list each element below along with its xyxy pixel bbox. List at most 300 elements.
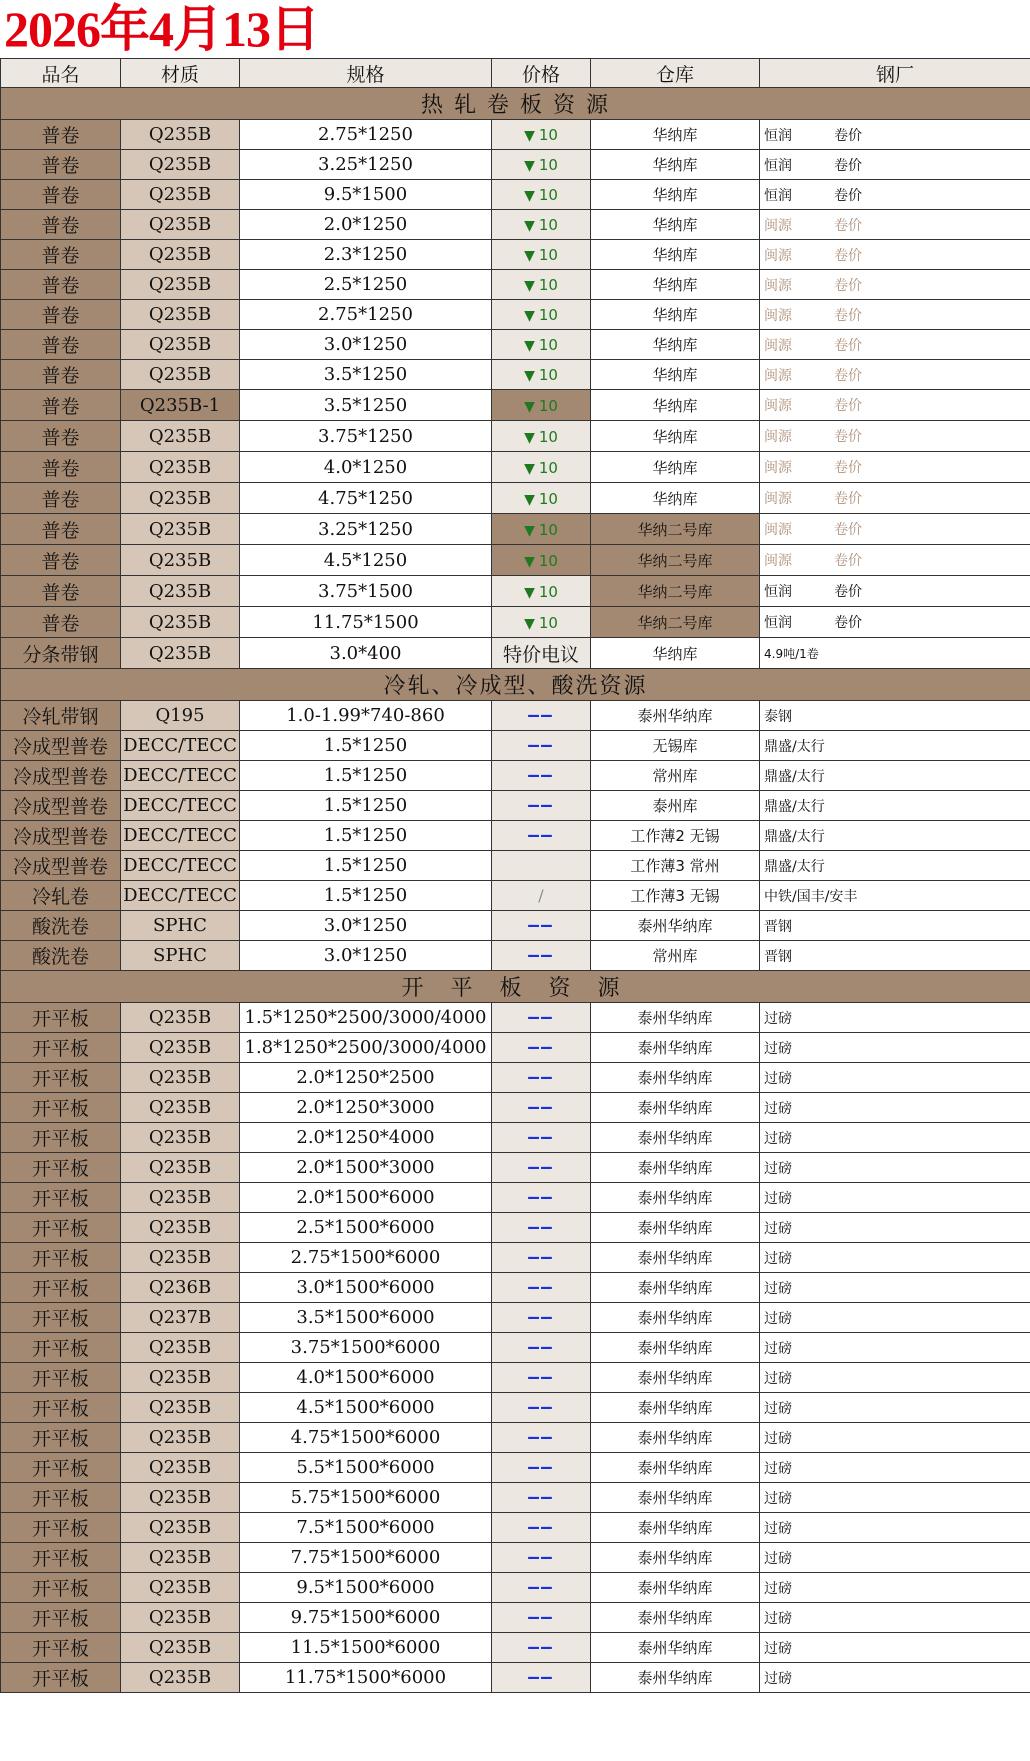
mill-cell — [760, 1243, 1030, 1273]
mill-name: 闽源 — [764, 491, 792, 507]
product-name-cell: 开平板 — [1, 1363, 121, 1393]
mill-cell — [760, 240, 1030, 270]
mill-cell — [760, 1183, 1030, 1213]
product-name-cell: 冷成型普卷 — [1, 731, 121, 761]
price-cell — [492, 330, 591, 360]
header-mill: 钢厂 — [760, 59, 1030, 88]
warehouse-cell: 华纳库 — [591, 638, 760, 669]
price-cell — [492, 180, 591, 210]
down-triangle-icon: ▼ — [524, 429, 535, 446]
table-row — [1, 881, 1030, 911]
product-name-cell: 普卷 — [1, 360, 121, 390]
spec-cell: 2.75*1250 — [240, 300, 492, 330]
spec-cell: 9.75*1500*6000 — [240, 1603, 492, 1633]
product-name-cell: 开平板 — [1, 1093, 121, 1123]
spec-cell: 3.75*1500*6000 — [240, 1333, 492, 1363]
price-value: —— — [528, 1127, 554, 1148]
warehouse-cell: 泰州华纳库 — [591, 1183, 760, 1213]
price-cell — [492, 1633, 591, 1663]
warehouse-cell: 泰州华纳库 — [591, 1243, 760, 1273]
price-cell — [492, 638, 591, 669]
price-cell — [492, 1123, 591, 1153]
mill-name: 闽源 — [764, 367, 792, 384]
pricing-basis: 卷价 — [834, 522, 862, 538]
mill-name: 闽源 — [764, 277, 792, 294]
spec-cell: 9.5*1500*6000 — [240, 1573, 492, 1603]
material-cell: Q235B — [121, 514, 240, 545]
price-value: —— — [528, 1577, 554, 1598]
mill-cell — [760, 731, 1030, 761]
price-change-value: 10 — [538, 613, 558, 632]
product-name-cell: 冷成型普卷 — [1, 851, 121, 881]
mill-cell — [760, 607, 1030, 638]
pricing-basis: 卷价 — [834, 584, 862, 600]
spec-cell: 2.0*1250*4000 — [240, 1123, 492, 1153]
price-cell — [492, 1273, 591, 1303]
warehouse-cell: 华纳库 — [591, 330, 760, 360]
price-cell — [492, 1483, 591, 1513]
table-row — [1, 300, 1030, 330]
price-cell — [492, 851, 591, 881]
mill-name: 晋钢 — [764, 948, 792, 965]
table-row — [1, 851, 1030, 881]
spec-cell: 2.75*1250 — [240, 120, 492, 150]
material-cell: Q235B — [121, 576, 240, 607]
down-triangle-icon: ▼ — [524, 368, 535, 384]
product-name-cell: 普卷 — [1, 390, 121, 421]
warehouse-cell: 华纳库 — [591, 390, 760, 421]
spec-cell: 5.5*1500*6000 — [240, 1453, 492, 1483]
price-value: —— — [528, 1247, 554, 1268]
header-material: 材质 — [121, 59, 240, 88]
spec-cell: 2.75*1500*6000 — [240, 1243, 492, 1273]
warehouse-cell: 常州库 — [591, 941, 760, 971]
down-triangle-icon: ▼ — [524, 460, 535, 477]
down-triangle-icon: ▼ — [524, 128, 535, 144]
down-triangle-icon: ▼ — [524, 522, 535, 539]
table-row — [1, 821, 1030, 851]
price-cell — [492, 1183, 591, 1213]
price-cell — [492, 1243, 591, 1273]
warehouse-cell: 泰州华纳库 — [591, 1273, 760, 1303]
warehouse-cell: 工作薄2 无锡 — [591, 821, 760, 851]
warehouse-cell: 工作薄3 常州 — [591, 851, 760, 881]
price-cell — [492, 514, 591, 545]
mill-cell — [760, 120, 1030, 150]
price-change-value: 10 — [538, 126, 558, 144]
table-row — [1, 1063, 1030, 1093]
material-cell: Q235B — [121, 483, 240, 514]
price-cell — [492, 270, 591, 300]
material-cell: DECC/TECC — [121, 791, 240, 821]
price-value: —— — [528, 1547, 554, 1568]
material-cell: Q235B — [121, 1453, 240, 1483]
product-name-cell: 开平板 — [1, 1543, 121, 1573]
warehouse-cell: 华纳二号库 — [591, 545, 760, 576]
price-value: —— — [528, 1517, 554, 1538]
warehouse-cell: 泰州华纳库 — [591, 911, 760, 941]
mill-name: 闽源 — [764, 522, 792, 538]
price-value: 特价电议 — [502, 643, 579, 666]
mill-cell — [760, 1273, 1030, 1303]
price-change-value: 10 — [538, 216, 558, 234]
material-cell: Q235B — [121, 1393, 240, 1423]
mill-cell — [760, 941, 1030, 971]
product-name-cell: 普卷 — [1, 483, 121, 514]
material-cell: SPHC — [121, 941, 240, 971]
mill-cell — [760, 1123, 1030, 1153]
product-name-cell: 开平板 — [1, 1003, 121, 1033]
pricing-basis: 卷价 — [834, 367, 862, 384]
price-change-value: 10 — [538, 582, 558, 601]
mill-name: 泰钢 — [764, 708, 792, 725]
down-triangle-icon: ▼ — [524, 584, 535, 601]
warehouse-cell: 泰州华纳库 — [591, 1153, 760, 1183]
price-cell — [492, 1033, 591, 1063]
price-cell — [492, 240, 591, 270]
material-cell: Q235B — [121, 1633, 240, 1663]
price-value: —— — [528, 1457, 554, 1478]
price-value: —— — [528, 1007, 554, 1028]
price-change-value: 10 — [538, 306, 558, 324]
material-cell: Q235B — [121, 150, 240, 180]
table-row — [1, 1543, 1030, 1573]
price-value: —— — [528, 1367, 554, 1388]
mill-name: 过磅 — [764, 1190, 792, 1207]
price-cell — [492, 150, 591, 180]
product-name-cell: 冷成型普卷 — [1, 791, 121, 821]
table-row — [1, 270, 1030, 300]
table-row — [1, 452, 1030, 483]
table-row — [1, 1333, 1030, 1363]
spec-cell: 2.0*1250*2500 — [240, 1063, 492, 1093]
mill-name: 过磅 — [764, 1460, 792, 1477]
price-value: —— — [528, 765, 554, 786]
table-row — [1, 1663, 1030, 1693]
mill-cell — [760, 701, 1030, 731]
material-cell: Q235B — [121, 1333, 240, 1363]
product-name-cell: 普卷 — [1, 607, 121, 638]
mill-name: 恒润 — [764, 187, 792, 204]
price-value: —— — [528, 1667, 554, 1688]
material-cell: Q235B — [121, 210, 240, 240]
price-cell — [492, 1303, 591, 1333]
material-cell: Q235B — [121, 638, 240, 669]
warehouse-cell: 泰州华纳库 — [591, 701, 760, 731]
spec-cell: 1.5*1250*2500/3000/4000 — [240, 1003, 492, 1033]
product-name-cell: 普卷 — [1, 421, 121, 452]
product-name-cell: 酸洗卷 — [1, 911, 121, 941]
material-cell: Q235B — [121, 1543, 240, 1573]
product-name-cell: 酸洗卷 — [1, 941, 121, 971]
inventory-table — [0, 58, 1030, 1693]
pricing-basis: 卷价 — [834, 553, 862, 569]
mill-name: 晋钢 — [764, 918, 792, 935]
material-cell: Q235B — [121, 452, 240, 483]
table-row — [1, 911, 1030, 941]
table-row — [1, 761, 1030, 791]
material-cell: Q235B — [121, 1423, 240, 1453]
material-cell: Q235B — [121, 421, 240, 452]
table-row — [1, 1393, 1030, 1423]
table-row — [1, 791, 1030, 821]
header-price: 价格 — [492, 59, 591, 88]
spec-cell: 7.75*1500*6000 — [240, 1543, 492, 1573]
material-cell: Q235B — [121, 1603, 240, 1633]
warehouse-cell: 华纳库 — [591, 270, 760, 300]
mill-name: 恒润 — [764, 615, 792, 631]
price-value: —— — [528, 825, 554, 846]
warehouse-cell: 华纳二号库 — [591, 576, 760, 607]
warehouse-cell: 华纳二号库 — [591, 607, 760, 638]
spec-cell: 3.75*1250 — [240, 421, 492, 452]
spec-cell: 1.5*1250 — [240, 851, 492, 881]
mill-name: 鼎盛/太行 — [764, 828, 825, 845]
product-name-cell: 普卷 — [1, 210, 121, 240]
price-cell — [492, 1573, 591, 1603]
mill-cell — [760, 881, 1030, 911]
warehouse-cell: 华纳二号库 — [591, 514, 760, 545]
pricing-basis: 卷价 — [834, 491, 862, 507]
mill-name: 过磅 — [764, 1370, 792, 1387]
pricing-basis: 卷价 — [834, 127, 862, 144]
mill-cell — [760, 483, 1030, 514]
mill-name: 过磅 — [764, 1310, 792, 1327]
mill-cell — [760, 1573, 1030, 1603]
warehouse-cell: 华纳库 — [591, 210, 760, 240]
price-cell — [492, 791, 591, 821]
table-row — [1, 1003, 1030, 1033]
warehouse-cell: 泰州华纳库 — [591, 1393, 760, 1423]
spec-cell: 2.0*1250 — [240, 210, 492, 240]
warehouse-cell: 华纳库 — [591, 483, 760, 514]
material-cell: Q235B — [121, 360, 240, 390]
mill-cell — [760, 761, 1030, 791]
pricing-basis: 卷价 — [834, 187, 862, 204]
section-header-row — [1, 669, 1030, 701]
warehouse-cell: 泰州华纳库 — [591, 1483, 760, 1513]
spec-cell: 3.25*1250 — [240, 150, 492, 180]
table-row — [1, 1273, 1030, 1303]
spec-cell: 1.0-1.99*740-860 — [240, 701, 492, 731]
mill-cell — [760, 851, 1030, 881]
price-value: —— — [528, 1337, 554, 1358]
mill-cell — [760, 452, 1030, 483]
mill-cell — [760, 1303, 1030, 1333]
mill-cell — [760, 390, 1030, 421]
mill-name: 过磅 — [764, 1430, 792, 1447]
spec-cell: 2.5*1250 — [240, 270, 492, 300]
price-value: —— — [528, 1067, 554, 1088]
table-row — [1, 1453, 1030, 1483]
mill-name: 过磅 — [764, 1670, 792, 1687]
table-row — [1, 576, 1030, 607]
product-name-cell: 普卷 — [1, 514, 121, 545]
product-name-cell: 开平板 — [1, 1513, 121, 1543]
material-cell: Q235B — [121, 1483, 240, 1513]
mill-name: 闽源 — [764, 429, 792, 445]
price-cell — [492, 1093, 591, 1123]
spec-cell: 4.75*1250 — [240, 483, 492, 514]
mill-name: 过磅 — [764, 1250, 792, 1267]
mill-name: 过磅 — [764, 1400, 792, 1417]
mill-name: 鼎盛/太行 — [764, 858, 825, 875]
mill-name: 过磅 — [764, 1070, 792, 1087]
product-name-cell: 开平板 — [1, 1573, 121, 1603]
mill-cell — [760, 1213, 1030, 1243]
price-cell — [492, 1063, 591, 1093]
spec-cell: 3.0*400 — [240, 638, 492, 669]
mill-cell — [760, 150, 1030, 180]
product-name-cell: 冷轧卷 — [1, 881, 121, 911]
price-cell — [492, 1003, 591, 1033]
warehouse-cell: 泰州华纳库 — [591, 1123, 760, 1153]
price-cell — [492, 1423, 591, 1453]
mill-name: 恒润 — [764, 584, 792, 600]
price-change-value: 10 — [538, 551, 558, 570]
mill-name: 过磅 — [764, 1610, 792, 1627]
spec-cell: 1.5*1250 — [240, 731, 492, 761]
table-row — [1, 1123, 1030, 1153]
warehouse-cell: 泰州华纳库 — [591, 1033, 760, 1063]
spec-cell: 1.5*1250 — [240, 881, 492, 911]
price-cell — [492, 701, 591, 731]
warehouse-cell: 泰州华纳库 — [591, 1363, 760, 1393]
header-row — [1, 59, 1030, 88]
mill-cell — [760, 545, 1030, 576]
table-row — [1, 1183, 1030, 1213]
down-triangle-icon: ▼ — [524, 158, 535, 174]
mill-cell — [760, 1483, 1030, 1513]
price-cell — [492, 1153, 591, 1183]
mill-cell — [760, 638, 1030, 669]
down-triangle-icon: ▼ — [524, 338, 535, 354]
mill-cell — [760, 1663, 1030, 1693]
warehouse-cell: 泰州华纳库 — [591, 1573, 760, 1603]
pricing-basis: 卷价 — [834, 460, 862, 476]
price-value: —— — [528, 735, 554, 756]
material-cell: Q235B — [121, 1153, 240, 1183]
table-row — [1, 1513, 1030, 1543]
mill-name: 过磅 — [764, 1100, 792, 1117]
price-cell — [492, 1603, 591, 1633]
warehouse-cell: 泰州华纳库 — [591, 1633, 760, 1663]
table-row — [1, 360, 1030, 390]
material-cell: Q237B — [121, 1303, 240, 1333]
product-name-cell: 开平板 — [1, 1183, 121, 1213]
mill-name: 恒润 — [764, 127, 792, 144]
price-cell — [492, 911, 591, 941]
warehouse-cell: 泰州华纳库 — [591, 1213, 760, 1243]
product-name-cell: 分条带钢 — [1, 638, 121, 669]
table-row — [1, 390, 1030, 421]
product-name-cell: 开平板 — [1, 1423, 121, 1453]
spec-cell: 2.0*1500*3000 — [240, 1153, 492, 1183]
mill-name: 闽源 — [764, 460, 792, 476]
price-cell — [492, 300, 591, 330]
price-cell — [492, 210, 591, 240]
mill-name: 过磅 — [764, 1130, 792, 1147]
table-row — [1, 1633, 1030, 1663]
warehouse-cell: 华纳库 — [591, 300, 760, 330]
warehouse-cell: 华纳库 — [591, 240, 760, 270]
mill-name: 过磅 — [764, 1520, 792, 1537]
price-value: —— — [528, 1157, 554, 1178]
table-row — [1, 1243, 1030, 1273]
product-name-cell: 普卷 — [1, 576, 121, 607]
warehouse-cell: 泰州华纳库 — [591, 1063, 760, 1093]
price-value: —— — [528, 945, 554, 966]
header-name: 品名 — [1, 59, 121, 88]
product-name-cell: 开平板 — [1, 1633, 121, 1663]
product-name-cell: 开平板 — [1, 1153, 121, 1183]
spec-cell: 9.5*1500 — [240, 180, 492, 210]
warehouse-cell: 华纳库 — [591, 150, 760, 180]
spec-cell: 5.75*1500*6000 — [240, 1483, 492, 1513]
product-name-cell: 普卷 — [1, 545, 121, 576]
warehouse-cell: 泰州华纳库 — [591, 1093, 760, 1123]
table-row — [1, 1573, 1030, 1603]
mill-cell — [760, 791, 1030, 821]
material-cell: DECC/TECC — [121, 761, 240, 791]
material-cell: Q235B — [121, 1573, 240, 1603]
material-cell: Q235B — [121, 1123, 240, 1153]
mill-cell — [760, 576, 1030, 607]
table-row — [1, 240, 1030, 270]
pricing-basis: 卷价 — [834, 398, 862, 414]
price-value: —— — [528, 915, 554, 936]
pricing-basis: 卷价 — [834, 247, 862, 264]
down-triangle-icon: ▼ — [524, 248, 535, 264]
product-name-cell: 开平板 — [1, 1483, 121, 1513]
product-name-cell: 开平板 — [1, 1603, 121, 1633]
mill-name: 过磅 — [764, 1010, 792, 1027]
spec-cell: 7.5*1500*6000 — [240, 1513, 492, 1543]
price-cell — [492, 545, 591, 576]
mill-name: 闽源 — [764, 247, 792, 264]
price-value: —— — [528, 1397, 554, 1418]
down-triangle-icon: ▼ — [524, 188, 535, 204]
mill-cell — [760, 330, 1030, 360]
mill-cell — [760, 1003, 1030, 1033]
price-cell — [492, 360, 591, 390]
price-cell — [492, 1663, 591, 1693]
spec-cell: 4.0*1250 — [240, 452, 492, 483]
material-cell: Q235B — [121, 1003, 240, 1033]
table-row — [1, 1033, 1030, 1063]
spec-cell: 3.0*1250 — [240, 330, 492, 360]
mill-name: 过磅 — [764, 1490, 792, 1507]
down-triangle-icon: ▼ — [524, 615, 535, 632]
section-title: 开 平 板 资 源 — [1, 971, 1030, 1003]
spec-cell: 4.75*1500*6000 — [240, 1423, 492, 1453]
down-triangle-icon: ▼ — [524, 278, 535, 294]
mill-cell — [760, 1543, 1030, 1573]
price-change-value: 10 — [538, 366, 558, 384]
material-cell: Q235B — [121, 240, 240, 270]
price-cell — [492, 1363, 591, 1393]
price-change-value: 10 — [538, 458, 558, 477]
price-cell — [492, 761, 591, 791]
spec-cell: 4.5*1500*6000 — [240, 1393, 492, 1423]
mill-cell — [760, 1333, 1030, 1363]
warehouse-cell: 华纳库 — [591, 452, 760, 483]
material-cell: SPHC — [121, 911, 240, 941]
mill-name: 过磅 — [764, 1280, 792, 1297]
material-cell: Q235B — [121, 1063, 240, 1093]
price-cell — [492, 941, 591, 971]
mill-cell — [760, 1453, 1030, 1483]
